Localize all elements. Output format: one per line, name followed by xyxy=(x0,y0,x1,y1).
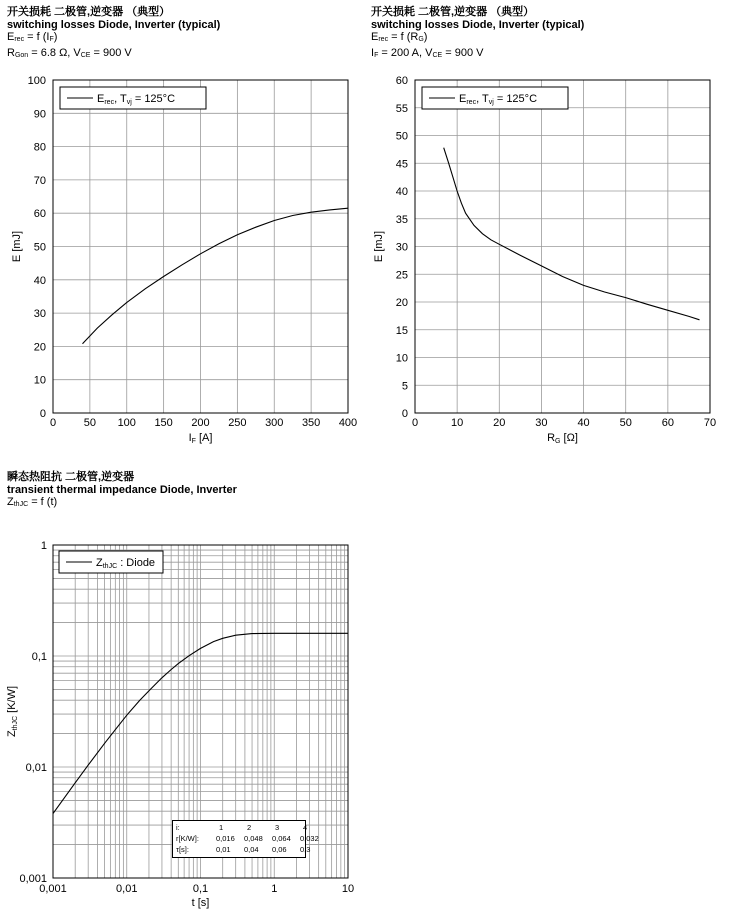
chart1-xtick-label: 150 xyxy=(154,417,173,429)
chart1-xtick-label: 350 xyxy=(301,417,321,429)
chart2-ytick-label: 60 xyxy=(395,75,408,87)
chart1-ytick-label: 80 xyxy=(33,141,46,154)
param-tau-2: 0,04 xyxy=(244,845,259,854)
chart1-xtick-label: 0 xyxy=(49,417,57,429)
chart3-title-en: transient thermal impedance Diode, Inverter xyxy=(7,483,237,496)
chart2-legend-label: Erec, Tvj = 125°C xyxy=(459,93,538,106)
chart2-xtick-label: 70 xyxy=(703,417,717,429)
chart1-ytick-label: 20 xyxy=(33,341,46,354)
chart2-xtick-label: 40 xyxy=(577,417,590,429)
chart2-xtick-label: 60 xyxy=(661,417,674,429)
param-label-tau: τ[s]: xyxy=(176,845,189,854)
chart1-x-axis-label: IF [A] xyxy=(188,432,213,445)
chart2-xtick-label: 50 xyxy=(619,417,632,429)
chart2-title-cn: 开关损耗 二极管,逆变器 （典型） xyxy=(371,6,535,18)
chart3-xtick-label: 10 xyxy=(341,883,355,895)
chart2-ytick-label: 30 xyxy=(395,241,408,254)
chart2-y-axis-label: E [mJ] xyxy=(373,230,385,263)
thermal-parameter-table xyxy=(172,820,319,858)
chart1-ytick-label: 10 xyxy=(33,374,46,387)
chart3-ytick-label: 1 xyxy=(40,540,47,552)
chart2-xtick-label: 30 xyxy=(535,417,548,429)
chart3-x-axis-label: t [s] xyxy=(191,897,210,909)
chart2-ytick-label: 50 xyxy=(395,130,408,143)
param-r-3: 0,064 xyxy=(272,834,291,843)
param-i-4: 4 xyxy=(303,823,308,832)
chart3-ytick-label: 0,001 xyxy=(19,873,47,885)
param-label-i: i: xyxy=(176,823,180,832)
chart1-title-cn: 开关损耗 二极管,逆变器 （典型） xyxy=(7,6,171,18)
chart2-ytick-label: 5 xyxy=(401,380,408,393)
chart1-title-en: switching losses Diode, Inverter (typical) xyxy=(7,18,221,31)
chart1-xtick-label: 50 xyxy=(83,417,96,429)
chart1-ytick-label: 60 xyxy=(33,208,46,221)
chart3-ytick-label: 0,01 xyxy=(25,762,47,774)
chart2-xtick-label: 0 xyxy=(411,417,419,429)
chart3-xtick-label: 0,1 xyxy=(192,883,209,895)
chart2-ytick-label: 45 xyxy=(395,158,408,171)
chart2-x-axis-label: RG [Ω] xyxy=(547,432,578,445)
param-tau-3: 0,06 xyxy=(272,845,287,854)
chart2-xtick-label: 10 xyxy=(451,417,464,429)
param-tau-1: 0,01 xyxy=(216,845,231,854)
chart1-conditions: $R_{Gon} = 6.8$ Ω, $V_{CE} = 900$ V xyxy=(7,46,132,59)
chart2-conditions: $I_F = 200$ A, $V_{CE} = 900$ V xyxy=(371,46,484,59)
chart1-y-axis-label: E [mJ] xyxy=(11,230,23,263)
param-r-2: 0,048 xyxy=(244,834,263,843)
chart3-y-axis-label: ZthJC [K/W] xyxy=(6,685,19,738)
chart1-ytick-label: 50 xyxy=(33,241,46,254)
chart1-xtick-label: 400 xyxy=(338,417,358,429)
chart1-ytick-label: 40 xyxy=(33,274,46,287)
param-tau-4: 0,3 xyxy=(300,845,311,854)
param-label-r: r[K/W]: xyxy=(176,834,199,843)
chart2-function: $E_{rec} = f$ $(R_G)$ xyxy=(371,31,428,43)
param-i-2: 2 xyxy=(247,823,252,832)
param-i-3: 3 xyxy=(275,823,280,832)
chart3-ytick-label: 0,1 xyxy=(31,651,47,663)
chart3-xtick-label: 0,01 xyxy=(116,883,138,895)
chart1-ytick-label: 30 xyxy=(33,308,46,321)
chart2-ytick-label: 40 xyxy=(395,186,408,198)
chart2-ytick-label: 35 xyxy=(395,213,408,226)
chart2-ytick-label: 15 xyxy=(395,324,408,337)
param-r-4: 0,032 xyxy=(300,834,319,843)
chart1-xtick-label: 300 xyxy=(265,417,284,429)
chart2-xtick-label: 20 xyxy=(493,417,506,429)
chart2-ytick-label: 25 xyxy=(395,269,408,282)
chart2-title-en: switching losses Diode, Inverter (typical) xyxy=(371,18,585,31)
chart3-xtick-label: 1 xyxy=(271,883,278,895)
chart1-ytick-label: 100 xyxy=(27,75,46,87)
chart1-function: $E_{rec} = f$ $(I_F)$ xyxy=(7,31,58,43)
param-r-1: 0,016 xyxy=(216,834,235,843)
chart2-series-line xyxy=(444,148,700,320)
chart3-title-cn: 瞬态热阻抗 二极管,逆变器 xyxy=(7,471,135,483)
chart3-function: $Z_{thJC} = f$ (t) xyxy=(7,496,58,508)
chart2-ytick-label: 10 xyxy=(395,352,408,365)
chart2-ytick-label: 0 xyxy=(401,408,408,420)
chart1-series-line xyxy=(83,208,349,344)
chart3-xtick-label: 0,001 xyxy=(39,883,67,895)
chart2-ytick-label: 20 xyxy=(395,297,408,309)
chart3-legend-label: ZthJC : Diode xyxy=(96,557,156,570)
chart1-ytick-label: 90 xyxy=(33,108,46,121)
chart1-xtick-label: 100 xyxy=(117,417,136,429)
param-i-1: 1 xyxy=(219,823,224,832)
chart1-xtick-label: 250 xyxy=(228,417,247,429)
chart1-ytick-label: 0 xyxy=(39,408,46,420)
chart1-ytick-label: 70 xyxy=(33,174,46,187)
chart1-legend-label: Erec, Tvj = 125°C xyxy=(97,93,176,106)
chart2-ytick-label: 55 xyxy=(395,102,408,115)
chart1-xtick-label: 200 xyxy=(191,417,210,429)
